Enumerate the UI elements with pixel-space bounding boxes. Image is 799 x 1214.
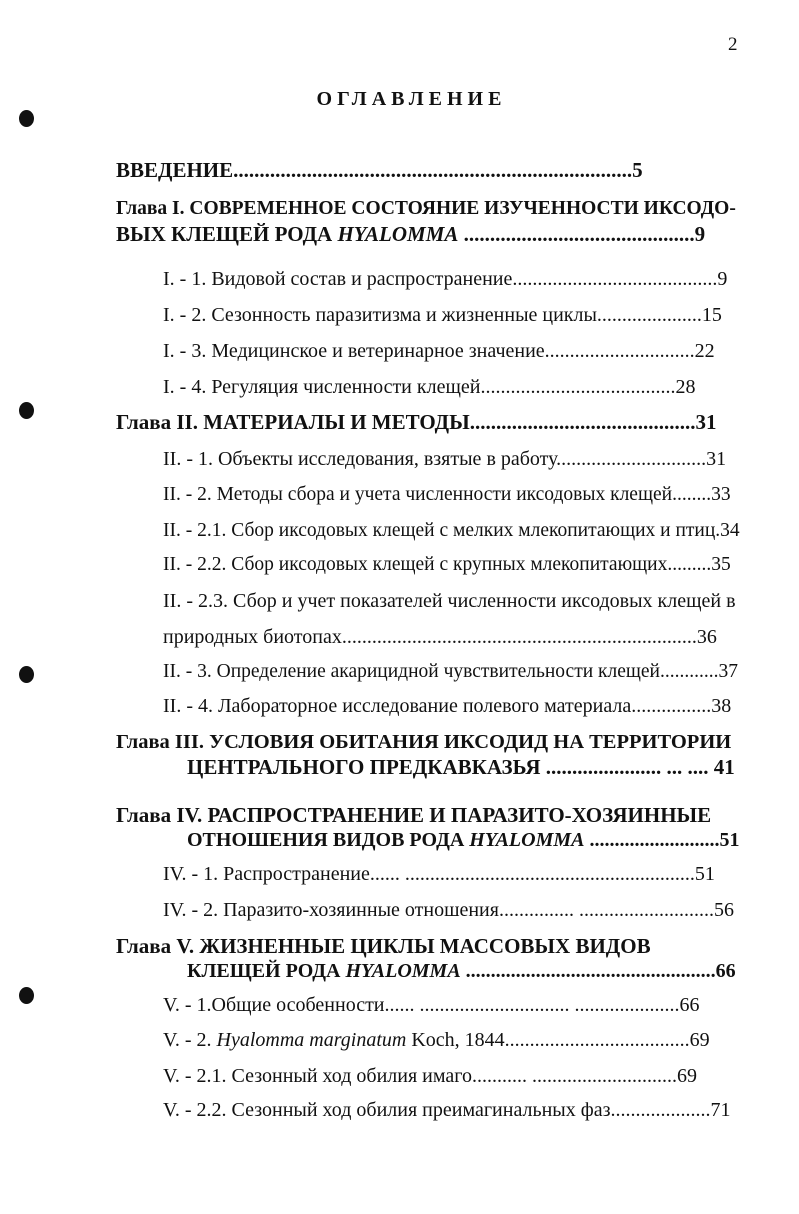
toc-chapter-1-line1: Глава I. СОВРЕМЕННОЕ СОСТОЯНИЕ ИЗУЧЕННОСТИ ИКСОДО- <box>116 198 736 219</box>
toc-section-4-1: IV. - 1. Распространение...... ..........................................................51 <box>163 863 715 885</box>
binder-hole <box>19 666 34 683</box>
toc-section-1-3: I. - 3. Медицинское и ветеринарное значение..............................22 <box>163 340 715 362</box>
toc-chapter-1-line2: ВЫХ КЛЕЩЕЙ РОДА HYALOMMA ............................................9 <box>116 222 706 246</box>
toc-section-2-2-1: II. - 2.1. Сбор иксодовых клещей с мелких млекопитающих и птиц.34 <box>163 520 740 541</box>
toc-section-5-1: V. - 1.Общие особенности...... .............................. .....................66 <box>163 994 700 1016</box>
toc-section-1-4: I. - 4. Регуляция численности клещей.......................................28 <box>163 376 696 398</box>
toc-section-2-4: II. - 4. Лабораторное исследование полевого материала................38 <box>163 695 732 717</box>
toc-section-5-2-1: V. - 2.1. Сезонный ход обилия имаго........... .............................69 <box>163 1065 697 1087</box>
binder-hole <box>19 110 34 127</box>
toc-chapter-4-line2: ОТНОШЕНИЯ ВИДОВ РОДА HYALOMMA ..........................51 <box>187 829 740 851</box>
toc-section-2-2: II. - 2. Методы сбора и учета численности иксодовых клещей........33 <box>163 484 731 505</box>
binder-hole <box>19 987 34 1004</box>
toc-section-5-2-2: V. - 2.2. Сезонный ход обилия преимагинальных фаз....................71 <box>163 1099 731 1121</box>
toc-section-2-3: II. - 3. Определение акарицидной чувствительности клещей............37 <box>163 661 738 682</box>
page-title: ОГЛАВЛЕНИЕ <box>316 88 507 110</box>
toc-section-1-2: I. - 2. Сезонность паразитизма и жизненные циклы.....................15 <box>163 304 722 326</box>
toc-chapter-4-line1: Глава IV. РАСПРОСТРАНЕНИЕ И ПАРАЗИТО-ХОЗЯИННЫЕ <box>116 803 712 827</box>
toc-intro: ВВЕДЕНИЕ............................................................................5 <box>116 158 643 182</box>
toc-section-2-2-3-line2: природных биотопах.......................................................................36 <box>163 626 717 648</box>
toc-section-4-2: IV. - 2. Паразито-хозяинные отношения............... ...........................56 <box>163 899 734 921</box>
toc-chapter-5-line1: Глава V. ЖИЗНЕННЫЕ ЦИКЛЫ МАССОВЫХ ВИДОВ <box>116 934 651 958</box>
toc-section-2-2-3-line1: II. - 2.3. Сбор и учет показателей численности иксодовых клещей в <box>163 590 736 612</box>
toc-section-2-2-2: II. - 2.2. Сбор иксодовых клещей с крупных млекопитающих.........35 <box>163 554 731 575</box>
binder-hole <box>19 402 34 419</box>
page-number: 2 <box>728 34 738 55</box>
toc-section-2-1: II. - 1. Объекты исследования, взятые в работу..............................31 <box>163 448 727 470</box>
toc-section-5-2: V. - 2. Hyalomma marginatum Koch, 1844.....................................69 <box>163 1029 710 1051</box>
toc-chapter-3-line2: ЦЕНТРАЛЬНОГО ПРЕДКАВКАЗЬЯ ...................... ... .... 41 <box>187 755 735 779</box>
toc-section-1-1: I. - 1. Видовой состав и распространение.........................................9 <box>163 268 728 290</box>
toc-chapter-3-line1: Глава III. УСЛОВИЯ ОБИТАНИЯ ИКСОДИД НА ТЕРРИТОРИИ <box>116 731 732 753</box>
toc-chapter-2: Глава II. МАТЕРИАЛЫ И МЕТОДЫ...........................................31 <box>116 410 717 434</box>
toc-chapter-5-line2: КЛЕЩЕЙ РОДА HYALOMMA ..................................................66 <box>187 960 736 982</box>
